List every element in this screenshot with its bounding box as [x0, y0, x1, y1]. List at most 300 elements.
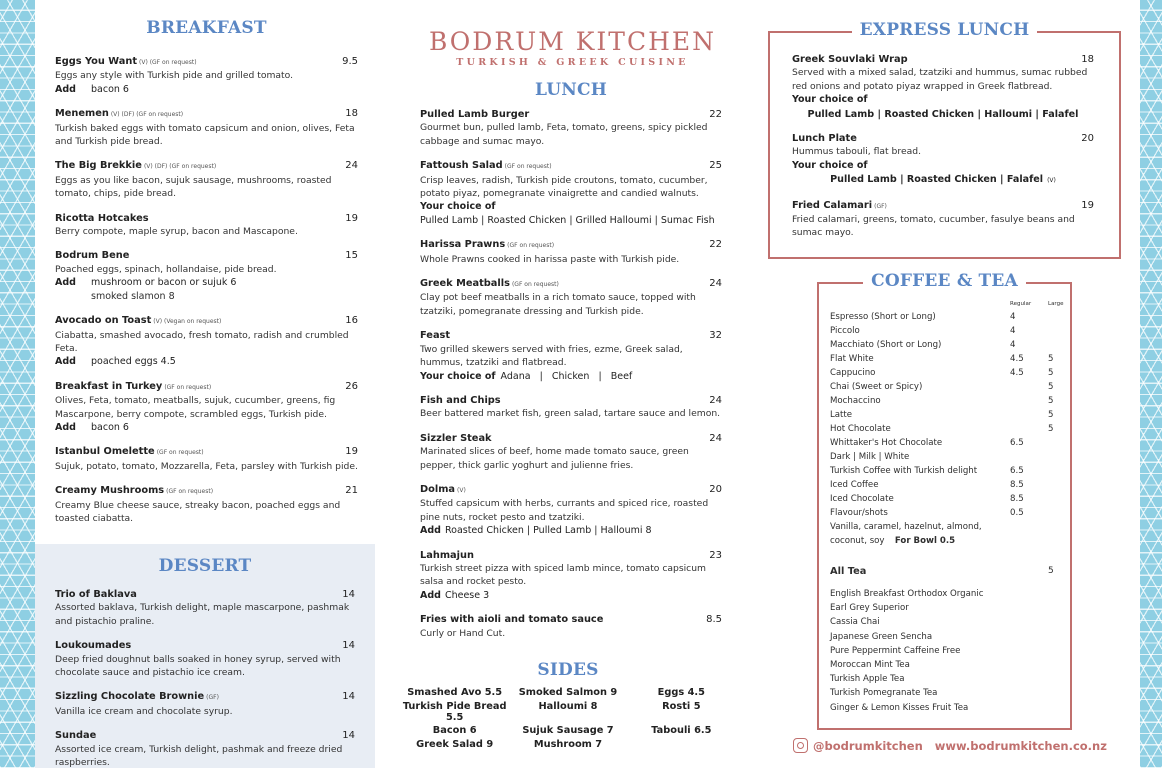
item-description: Clay pot beef meatballs in a rich tomato sauce, topped with tzatziki, pomegranate dressing and Turkish pide. [420, 292, 696, 317]
item-name: Dolma [420, 483, 456, 495]
menu-item [55, 212, 358, 239]
item-name: Fries with aioli and tomato sauce [420, 614, 604, 626]
item-title [55, 729, 96, 742]
item-price: 16 [345, 315, 358, 327]
side-item [625, 739, 738, 750]
item-description: Eggs any style with Turkish pide and grilled tomato. [55, 70, 294, 82]
item-title [420, 394, 501, 407]
coffee-row [830, 422, 1060, 436]
menu-item [792, 53, 1094, 121]
all-tea-row [830, 566, 1060, 577]
item-name: Ricotta Hotcakes [55, 212, 149, 224]
side-item: Smoked Salmon 9 [518, 687, 618, 698]
item-description: Olives, Feta, tomato, meatballs, sujuk, cucumber, greens, fig Mascarpone, berry compote, scrambled eggs, Turkish pide. [55, 395, 336, 420]
coffee-row [830, 338, 1060, 352]
item-dietary-note: (GF on request) [164, 383, 212, 391]
item-choice: Your choice of [420, 201, 496, 213]
choice-options-text: Pulled Lamb | Roasted Chicken | Grilled Halloumi | Sumac Fish [420, 214, 715, 226]
coffee-table-header [830, 298, 1064, 310]
breakfast-heading: BREAKFAST [146, 18, 267, 38]
tea-item: Cassia Chai [830, 617, 880, 628]
side-item: Eggs 4.5 [657, 687, 705, 698]
item-price: 21 [345, 485, 358, 497]
coffee-row [830, 506, 1060, 520]
coffee-regular-price: 4.5 [1010, 368, 1024, 378]
coffee-table [830, 298, 1064, 715]
item-title [420, 159, 552, 173]
item-header [55, 380, 358, 394]
dessert-section [55, 556, 355, 768]
item-title [420, 483, 466, 497]
item-choice: Your choice of [792, 159, 868, 171]
social-links [793, 738, 1107, 753]
item-description: Creamy Blue cheese sauce, streaky bacon, poached eggs and toasted ciabatta. [55, 499, 341, 524]
coffee-row [830, 366, 1060, 380]
coffee-large-price [1048, 450, 1060, 464]
item-header [55, 55, 358, 69]
coffee-large-price: 5 [1048, 396, 1054, 406]
side-item: Smashed Avo 5.5 [407, 687, 503, 698]
coffee-regular-price [1010, 408, 1048, 422]
coffee-row [830, 450, 1060, 464]
item-header [55, 107, 358, 121]
coffee-row [830, 380, 1060, 394]
choice-options-text: Pulled Lamb | Roasted Chicken | Halloumi | Falafel [807, 108, 1079, 120]
side-item: Sujuk Sausage 7 [522, 725, 614, 736]
coffee-large-price: 5 [1048, 424, 1054, 434]
coffee-row [830, 408, 1060, 422]
item-header [420, 613, 722, 626]
item-name: Avocado on Toast [55, 315, 152, 327]
addon-label: Add [55, 421, 76, 433]
item-description: Berry compote, maple syrup, bacon and Mascapone. [55, 226, 298, 238]
coffee-row [830, 394, 1060, 408]
coffee-name: Hot Chocolate [830, 424, 891, 434]
item-price: 20 [1081, 133, 1094, 145]
instagram-icon[interactable] [793, 738, 808, 753]
tea-item: Japanese Green Sencha [830, 631, 933, 642]
coffee-regular-price: 0.5 [1010, 508, 1024, 518]
item-description: Eggs as you like bacon, sujuk sausage, mushrooms, roasted tomato, chips, pide bread. [55, 174, 332, 200]
tea-item: English Breakfast Orthodox Organic [830, 589, 984, 599]
addon-label: Add [55, 83, 76, 95]
coffee-row [830, 478, 1060, 492]
coffee-large-price [1048, 310, 1060, 324]
addon-text: bacon 6 [91, 421, 129, 433]
item-description: Whole Prawns cooked in harissa paste with Turkish pide. [420, 253, 680, 265]
coffee-large-price: 5 [1048, 410, 1054, 420]
menu-item [792, 199, 1094, 240]
item-name: Fattoush Salad [420, 160, 503, 172]
item-addon [420, 589, 722, 602]
tea-item: Earl Grey Superior [830, 603, 909, 614]
coffee-name: Latte [830, 410, 853, 420]
side-item: Mushroom 7 [533, 738, 603, 750]
item-price: 24 [709, 432, 722, 444]
item-header [420, 108, 722, 121]
bowl-note: For Bowl 0.5 [894, 536, 956, 546]
item-name: Fried Calamari [792, 199, 873, 211]
website-link[interactable]: www.bodrumkitchen.co.nz [934, 738, 1107, 753]
item-title [55, 639, 131, 652]
coffee-large-price: 5 [1048, 368, 1054, 378]
coffee-name: Piccolo [830, 326, 860, 336]
menu-item [792, 132, 1094, 188]
addon-text: poached eggs 4.5 [91, 356, 176, 368]
lunch-list [420, 108, 722, 640]
addon-text: bacon 6 [91, 83, 129, 95]
item-title [420, 108, 529, 121]
item-addon [55, 276, 358, 289]
item-dietary-note: (V) (GF on request) [139, 59, 197, 66]
coffee-large-price: 5 [1048, 354, 1054, 364]
item-title [420, 238, 554, 252]
coffee-regular-price: 4.5 [1010, 354, 1024, 364]
coffee-name: Dark | Milk | White [830, 452, 910, 462]
item-price: 9.5 [342, 56, 358, 67]
item-header [420, 432, 722, 445]
item-price: 18 [345, 108, 358, 120]
menu-item [55, 380, 358, 435]
menu-item [420, 329, 722, 383]
menu-item [55, 445, 358, 473]
tea-item: Ginger & Lemon Kisses Fruit Tea [830, 702, 969, 713]
item-description: Served with a mixed salad, tzatziki and hummus, sumac rubbed red onions and potato piyaz wrapped in Greek flatbread. [792, 67, 1088, 92]
item-price: 24 [345, 160, 358, 172]
coffee-row [830, 324, 1060, 338]
item-description: Stuffed capsicum with herbs, currants and spiced rice, roasted pine nuts, rocket pesto and tzatziki. [420, 498, 709, 523]
choice-options [792, 173, 1094, 187]
coffee-large-price [1048, 492, 1060, 506]
coffee-name: Iced Chocolate [830, 494, 894, 504]
item-name: Trio of Baklava [55, 589, 137, 600]
item-dietary-note: (GF on request) [504, 163, 552, 171]
item-header [55, 690, 355, 704]
item-name: Harissa Prawns [420, 239, 506, 251]
tea-item: Turkish Pomegranate Tea [830, 688, 938, 699]
item-addon [420, 524, 722, 537]
item-description: Two grilled skewers served with fries, ezme, Greek salad, hummus, tzatziki and flatbread. [420, 343, 683, 369]
coffee-name: Whittaker's Hot Chocolate [830, 438, 943, 448]
item-price: 24 [709, 394, 722, 406]
item-description: Crisp leaves, radish, Turkish pide croutons, tomato, cucumber, potato piyaz, pomegranate vinaigrette and candied walnuts. [420, 174, 708, 200]
choice-options: Adana | Chicken | Beef [500, 370, 633, 382]
addon-label: Add [55, 356, 76, 368]
menu-item [55, 159, 358, 200]
item-header [55, 249, 358, 262]
instagram-handle[interactable]: @bodrumkitchen [813, 738, 923, 753]
menu-item [55, 314, 358, 369]
item-header [792, 199, 1094, 213]
coffee-regular-price [1010, 450, 1048, 464]
item-price: 23 [709, 549, 722, 561]
coffee-regular-price: 8.5 [1010, 480, 1024, 490]
lunch-section [420, 80, 722, 651]
item-dietary-note: (GF) [874, 202, 887, 210]
item-name: The Big Brekkie [55, 160, 142, 172]
menu-item [420, 394, 722, 421]
item-choice: Your choice of [792, 94, 868, 106]
item-header [55, 314, 358, 328]
coffee-name: Vanilla, caramel, hazelnut, almond, coconut, soy [830, 522, 982, 546]
item-header [420, 238, 722, 252]
choice-options [420, 214, 722, 227]
tea-item: Pure Peppermint Caffeine Free [830, 645, 961, 656]
breakfast-list [55, 55, 358, 525]
item-header [55, 639, 355, 652]
item-price: 14 [342, 730, 355, 742]
item-description: Vanilla ice cream and chocolate syrup. [55, 705, 233, 717]
coffee-large-price [1048, 324, 1060, 338]
side-item: Tabouli 6.5 [651, 725, 712, 736]
item-price: 19 [1081, 199, 1094, 211]
item-title [792, 199, 887, 213]
item-name: Lahmajun [420, 549, 474, 561]
express-lunch-heading: EXPRESS LUNCH [852, 20, 1038, 40]
lunch-heading: LUNCH [535, 80, 607, 100]
item-title [55, 249, 129, 262]
item-price: 25 [709, 160, 722, 172]
addon-label: Add [55, 277, 76, 289]
coffee-regular-price: 6.5 [1010, 438, 1024, 448]
coffee-regular-price: 8.5 [1010, 494, 1024, 504]
item-price: 14 [342, 640, 355, 652]
item-name: Pulled Lamb Burger [420, 109, 530, 120]
coffee-regular-price: 6.5 [1010, 466, 1024, 476]
item-name: Menemen [55, 108, 109, 120]
side-item: Turkish Pide Bread 5.5 [402, 700, 507, 723]
side-item: Bacon 6 [432, 725, 477, 736]
coffee-regular-price [1010, 520, 1048, 534]
menu-item [420, 277, 722, 318]
item-header [420, 483, 722, 497]
dessert-list [55, 588, 355, 768]
menu-item [55, 588, 355, 628]
item-header [420, 277, 722, 291]
item-name: Greek Souvlaki Wrap [792, 54, 908, 65]
item-title [55, 690, 219, 704]
coffee-tea-box [817, 271, 1072, 730]
item-name: Istanbul Omelette [55, 446, 155, 458]
item-header [420, 159, 722, 173]
coffee-name: Flavour/shots [830, 508, 888, 518]
decorative-pattern-right [1140, 0, 1162, 768]
item-name: Sizzling Chocolate Brownie [55, 691, 205, 703]
item-description: Beer battered market fish, green salad, tartare sauce and lemon. [420, 408, 721, 420]
item-dietary-note: (GF on request) [166, 488, 214, 496]
item-title [55, 445, 204, 459]
choice-options-text: Pulled Lamb | Roasted Chicken | Falafel [830, 174, 1044, 186]
brand-subtitle: TURKISH & GREEK CUISINE [456, 57, 689, 68]
item-addon [55, 83, 358, 96]
regular-column-label: Regular [1010, 301, 1032, 307]
item-price: 32 [709, 330, 722, 342]
item-dietary-note: (V) (DF) (GF on request) [143, 163, 217, 171]
coffee-regular-price: 4 [1010, 312, 1016, 322]
item-choice [420, 370, 722, 383]
item-price: 26 [345, 380, 358, 392]
menu-item [420, 549, 722, 603]
item-header [55, 445, 358, 459]
coffee-name: Mochaccino [830, 396, 881, 406]
item-name: Sizzler Steak [420, 432, 492, 444]
item-header [420, 329, 722, 342]
item-header [792, 132, 1094, 145]
item-description: Poached eggs, spinach, hollandaise, pide bread. [55, 263, 277, 275]
item-dietary-note: (V) (Vegan on request) [153, 318, 222, 326]
coffee-name: Cappucino [830, 368, 876, 378]
item-price: 24 [709, 278, 722, 290]
coffee-row [830, 352, 1060, 366]
item-title [55, 380, 211, 394]
item-price: 19 [345, 446, 358, 458]
item-name: Breakfast in Turkey [55, 380, 163, 392]
express-lunch-box [768, 20, 1121, 259]
item-description: Ciabatta, smashed avocado, fresh tomato, radish and crumbled Feta. [55, 329, 349, 354]
item-addon-extra: smoked slamon 8 [91, 290, 175, 302]
coffee-regular-price: 4 [1010, 340, 1016, 350]
coffee-regular-price [1010, 380, 1048, 394]
item-price: 20 [709, 483, 722, 495]
item-name: Bodrum Bene [55, 250, 130, 262]
menu-item [420, 108, 722, 148]
tea-list [830, 587, 1060, 715]
item-price: 14 [342, 691, 355, 703]
item-header [420, 549, 722, 562]
item-addon [55, 355, 358, 368]
item-title [792, 53, 908, 66]
menu-item [55, 639, 355, 679]
choice-note: (V) [1047, 177, 1056, 185]
item-header [55, 729, 355, 742]
addon-text: Roasted Chicken | Pulled Lamb | Halloumi 8 [444, 525, 652, 537]
item-title [420, 613, 603, 626]
coffee-regular-price [1010, 394, 1048, 408]
choice-label: Your choice of [420, 370, 496, 382]
side-item: Rosti 5 [662, 700, 701, 712]
addon-label: Add [420, 525, 441, 537]
item-title [55, 212, 149, 225]
item-description: Assorted baklava, Turkish delight, maple mascarpone, pashmak and pistachio praline. [55, 602, 350, 627]
side-item: Greek Salad 9 [416, 738, 494, 750]
coffee-large-price [1048, 436, 1060, 450]
item-title [55, 55, 197, 69]
item-name: Lunch Plate [792, 133, 857, 145]
coffee-name: Flat White [830, 354, 874, 364]
item-header [55, 212, 358, 225]
item-price: 18 [1081, 54, 1094, 65]
coffee-row [830, 492, 1060, 506]
coffee-name: Macchiato (Short or Long) [830, 340, 942, 350]
sides-heading: SIDES [537, 660, 599, 680]
item-description: Marinated slices of beef, home made tomato sauce, green pepper, thick garlic yoghurt and julienne fries. [420, 446, 689, 471]
coffee-tea-heading: COFFEE & TEA [863, 271, 1026, 291]
item-addon [55, 421, 358, 434]
coffee-regular-price [1010, 422, 1048, 436]
item-price: 22 [709, 239, 722, 251]
item-header [792, 53, 1094, 66]
item-description: Gourmet bun, pulled lamb, Feta, tomato, greens, spicy pickled cabbage and sumac mayo. [420, 122, 708, 147]
item-description: Fried calamari, greens, tomato, cucumber, fasulye beans and sumac mayo. [792, 214, 1075, 239]
menu-item [420, 483, 722, 538]
menu-item [55, 729, 355, 768]
express-list [792, 53, 1094, 251]
addon-text: Cheese 3 [444, 589, 490, 601]
coffee-row [830, 436, 1060, 450]
item-price: 14 [342, 589, 355, 600]
addon-label: Add [420, 589, 441, 601]
item-dietary-note: (GF on request) [156, 449, 204, 457]
item-description: Turkish baked eggs with tomato capsicum and onion, olives, Feta and Turkish pide bread. [55, 122, 355, 148]
item-title [55, 484, 213, 498]
item-title [792, 132, 857, 145]
item-title [420, 329, 450, 342]
item-header [420, 394, 722, 407]
item-name: Greek Meatballs [420, 278, 510, 290]
all-tea-label: All Tea [830, 566, 867, 577]
tea-item: Turkish Apple Tea [830, 674, 905, 685]
coffee-name: Iced Coffee [830, 480, 879, 490]
item-title [55, 588, 137, 601]
item-title [420, 549, 474, 562]
item-description: Turkish street pizza with spiced lamb mince, tomato capsicum salsa and rocket pesto. [420, 562, 707, 588]
decorative-pattern-left [0, 0, 35, 768]
menu-item [55, 690, 355, 718]
sides-grid [398, 687, 738, 750]
menu-item [55, 55, 358, 96]
item-name: Fish and Chips [420, 394, 501, 406]
item-title [55, 159, 216, 173]
item-description: Assorted ice cream, Turkish delight, pashmak and freeze dried raspberries. [55, 743, 343, 768]
item-dietary-note: (GF on request) [507, 242, 555, 250]
coffee-large-price [1048, 338, 1060, 352]
large-column-label: Large [1048, 301, 1064, 307]
item-price: 15 [345, 250, 358, 262]
item-title [55, 314, 221, 328]
item-header [55, 484, 358, 498]
coffee-large-price [1048, 520, 1060, 534]
item-title [420, 277, 559, 291]
sides-section [398, 660, 738, 750]
coffee-name: Turkish Coffee with Turkish delight [830, 466, 978, 476]
menu-item [55, 107, 358, 148]
item-dietary-note: (V) (DF) (GF on request) [110, 111, 184, 119]
coffee-large-price [1048, 478, 1060, 492]
item-dietary-note: (GF) [206, 694, 219, 702]
menu-item [55, 249, 358, 303]
coffee-large-price [1048, 506, 1060, 520]
menu-item [420, 238, 722, 266]
menu-item [420, 432, 722, 472]
item-price: 22 [709, 109, 722, 120]
item-title [420, 432, 492, 445]
all-tea-price: 5 [1048, 566, 1054, 576]
item-name: Feast [420, 330, 451, 342]
item-description: Deep fried doughnut balls soaked in honey syrup, served with chocolate sauce and pistachio ice cream. [55, 653, 341, 679]
choice-options [792, 108, 1094, 121]
item-header [55, 159, 358, 173]
item-name: Sundae [55, 730, 97, 742]
item-dietary-note: (GF on request) [511, 281, 559, 289]
coffee-large-price: 5 [1048, 382, 1054, 392]
menu-item [420, 613, 722, 640]
item-description: Sujuk, potato, tomato, Mozzarella, Feta, parsley with Turkish pide. [55, 460, 358, 472]
dessert-heading: DESSERT [158, 556, 252, 576]
side-item: Halloumi 8 [538, 700, 598, 712]
coffee-name: Chai (Sweet or Spicy) [830, 382, 923, 392]
item-description: Curly or Hand Cut. [420, 627, 506, 639]
item-dietary-note: (V) [457, 486, 466, 494]
